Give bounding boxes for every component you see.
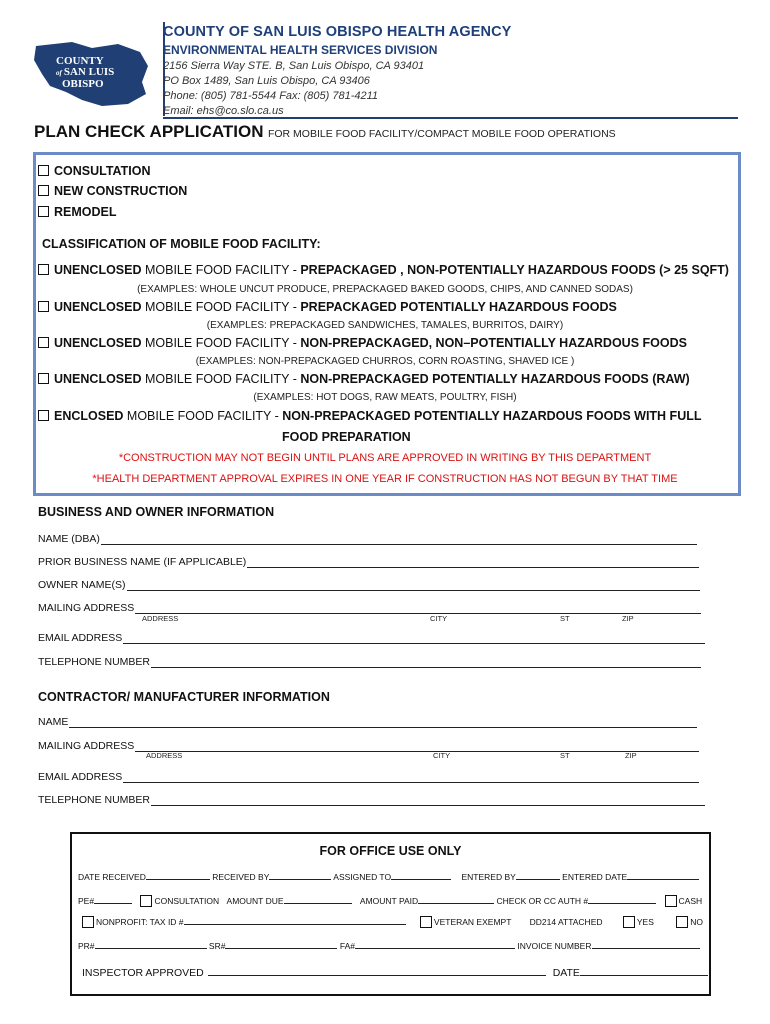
checkbox[interactable] — [38, 301, 49, 312]
phone-fax: Phone: (805) 781-5544 Fax: (805) 781-4211 — [163, 90, 379, 102]
classification-option-5[interactable]: ENCLOSED MOBILE FOOD FACILITY - NON-PREPACKAGED POTENTIALLY HAZARDOUS FOODS WITH FULL — [38, 409, 702, 423]
type-new-construction[interactable]: NEW CONSTRUCTION — [38, 184, 187, 198]
classification-option-3[interactable]: UNENCLOSED MOBILE FOOD FACILITY - NON-PREPACKAGED, NON–POTENTIALLY HAZARDOUS FOODS — [38, 336, 687, 350]
construction-notice: *CONSTRUCTION MAY NOT BEGIN UNTIL PLANS ARE APPROVED IN WRITING BY THIS DEPARTMENT — [118, 452, 652, 464]
inspector-approved-input[interactable] — [208, 966, 546, 976]
logo-line-3: SAN LUIS — [63, 66, 115, 78]
entered-by-input[interactable] — [516, 872, 560, 880]
contractor-sub-st: ST — [560, 751, 570, 760]
business-email-field[interactable]: EMAIL ADDRESS — [38, 632, 705, 644]
email-contact: Email: ehs@co.slo.ca.us — [163, 105, 284, 117]
county-logo — [32, 38, 152, 110]
prior-business-name-field[interactable]: PRIOR BUSINESS NAME (IF APPLICABLE) — [38, 556, 699, 568]
approval-expiry-notice: *HEALTH DEPARTMENT APPROVAL EXPIRES IN ONE YEAR IF CONSTRUCTION HAS NOT BEGUN BY THAT TIME — [92, 473, 678, 485]
checkbox[interactable] — [38, 264, 49, 275]
office-row-1: DATE RECEIVED RECEIVED BY ASSIGNED TO ENTERED BY ENTERED DATE — [78, 872, 699, 882]
checkbox[interactable] — [38, 165, 49, 176]
business-sub-st: ST — [560, 614, 570, 623]
veteran-exempt-checkbox[interactable] — [420, 916, 432, 928]
office-row-5: INSPECTOR APPROVED DATE — [82, 966, 708, 979]
prior-business-name-input[interactable] — [247, 558, 699, 568]
contractor-sub-zip: ZIP — [625, 751, 637, 760]
office-row-2: PE# CONSULTATION AMOUNT DUE AMOUNT PAID CHECK OR CC AUTH # CASH — [78, 896, 703, 906]
invoice-number-input[interactable] — [592, 941, 700, 949]
division-name: ENVIRONMENTAL HEALTH SERVICES DIVISION — [163, 43, 438, 57]
classification-heading: CLASSIFICATION OF MOBILE FOOD FACILITY: — [42, 237, 321, 251]
received-by-input[interactable] — [269, 872, 331, 880]
checkbox[interactable] — [38, 373, 49, 384]
office-use-title: FOR OFFICE USE ONLY — [319, 844, 462, 858]
amount-paid-input[interactable] — [418, 896, 494, 904]
classification-example-3: (EXAMPLES: NON-PREPACKAGED CHURROS, CORN ROASTING, SHAVED ICE ) — [195, 356, 575, 367]
entered-date-input[interactable] — [627, 872, 699, 880]
cash-checkbox[interactable] — [665, 895, 677, 907]
business-sub-address: ADDRESS — [142, 614, 179, 623]
contractor-mailing-address-input[interactable] — [135, 742, 699, 752]
logo-line-2: of — [56, 69, 62, 77]
business-sub-zip: ZIP — [622, 614, 634, 623]
contractor-phone-input[interactable] — [151, 796, 705, 806]
contractor-mailing-address-field[interactable]: MAILING ADDRESS — [38, 740, 699, 752]
pr-input[interactable] — [95, 941, 207, 949]
header-rule — [163, 117, 738, 119]
contractor-phone-field[interactable]: TELEPHONE NUMBER — [38, 794, 705, 806]
pe-input[interactable] — [94, 896, 132, 904]
classification-example-4: (EXAMPLES: HOT DOGS, RAW MEATS, POULTRY, FISH) — [253, 392, 517, 403]
contractor-email-input[interactable] — [123, 773, 699, 783]
office-row-4: PR# SR# FA# INVOICE NUMBER — [78, 941, 700, 951]
business-name-input[interactable] — [101, 535, 697, 545]
type-remodel[interactable]: REMODEL — [38, 205, 117, 219]
fa-input[interactable] — [355, 941, 515, 949]
classification-option-1[interactable]: UNENCLOSED MOBILE FOOD FACILITY - PREPACKAGED , NON-POTENTIALLY HAZARDOUS FOODS (> 25 SQFT) — [38, 263, 729, 277]
business-mailing-address-input[interactable] — [135, 604, 701, 614]
tax-id-input[interactable] — [184, 917, 406, 925]
classification-example-2: (EXAMPLES: PREPACKAGED SANDWICHES, TAMALES, BURRITOS, DAIRY) — [206, 320, 564, 331]
office-use-box — [70, 832, 711, 996]
classification-option-2[interactable]: UNENCLOSED MOBILE FOOD FACILITY - PREPACKAGED POTENTIALLY HAZARDOUS FOODS — [38, 300, 617, 314]
amount-due-input[interactable] — [284, 896, 352, 904]
consultation-checkbox[interactable] — [140, 895, 152, 907]
dd214-no-checkbox[interactable] — [676, 916, 688, 928]
business-sub-city: CITY — [430, 614, 448, 623]
page-title — [34, 122, 616, 142]
checkbox[interactable] — [38, 410, 49, 421]
nonprofit-checkbox[interactable] — [82, 916, 94, 928]
business-email-input[interactable] — [123, 634, 705, 644]
check-cc-auth-input[interactable] — [588, 896, 656, 904]
contractor-sub-address: ADDRESS — [146, 751, 183, 760]
classification-option-5-cont: FOOD PREPARATION — [282, 430, 411, 444]
assigned-to-input[interactable] — [391, 872, 451, 880]
owner-names-field[interactable]: OWNER NAME(S) — [38, 579, 700, 591]
dd214-yes-checkbox[interactable] — [623, 916, 635, 928]
inspector-date-input[interactable] — [580, 966, 708, 976]
business-phone-field[interactable]: TELEPHONE NUMBER — [38, 656, 701, 668]
contractor-name-input[interactable] — [69, 718, 697, 728]
business-phone-input[interactable] — [151, 658, 701, 668]
contractor-name-field[interactable]: NAME — [38, 716, 697, 728]
business-name-field[interactable]: NAME (DBA) — [38, 533, 697, 545]
address-po-box: PO Box 1489, San Luis Obispo, CA 93406 — [163, 75, 370, 87]
contractor-email-field[interactable]: EMAIL ADDRESS — [38, 771, 699, 783]
business-mailing-address-field[interactable]: MAILING ADDRESS — [38, 602, 701, 614]
contractor-sub-city: CITY — [433, 751, 451, 760]
contractor-heading: CONTRACTOR/ MANUFACTURER INFORMATION — [38, 690, 330, 704]
logo-line-1: COUNTY — [56, 55, 104, 67]
checkbox[interactable] — [38, 185, 49, 196]
classification-option-4[interactable]: UNENCLOSED MOBILE FOOD FACILITY - NON-PREPACKAGED POTENTIALLY HAZARDOUS FOODS (RAW) — [38, 372, 690, 386]
checkbox[interactable] — [38, 337, 49, 348]
checkbox[interactable] — [38, 206, 49, 217]
logo-line-4: OBISPO — [62, 78, 104, 90]
title-main: PLAN CHECK APPLICATION — [34, 122, 264, 141]
date-received-input[interactable] — [146, 872, 210, 880]
classification-example-1: (EXAMPLES: WHOLE UNCUT PRODUCE, PREPACKAGED BAKED GOODS, CHIPS, AND CANNED SODAS) — [137, 284, 633, 295]
owner-names-input[interactable] — [127, 581, 700, 591]
office-row-3: NONPROFIT: TAX ID # VETERAN EXEMPT DD214 ATTACHED YES NO — [82, 916, 703, 928]
address-street: 2156 Sierra Way STE. B, San Luis Obispo, CA 93401 — [163, 60, 425, 72]
agency-name: COUNTY OF SAN LUIS OBISPO HEALTH AGENCY — [163, 24, 512, 40]
title-sub: FOR MOBILE FOOD FACILITY/COMPACT MOBILE FOOD OPERATIONS — [267, 128, 616, 140]
sr-input[interactable] — [225, 941, 337, 949]
type-consultation[interactable]: CONSULTATION — [38, 164, 151, 178]
business-heading: BUSINESS AND OWNER INFORMATION — [38, 505, 275, 519]
